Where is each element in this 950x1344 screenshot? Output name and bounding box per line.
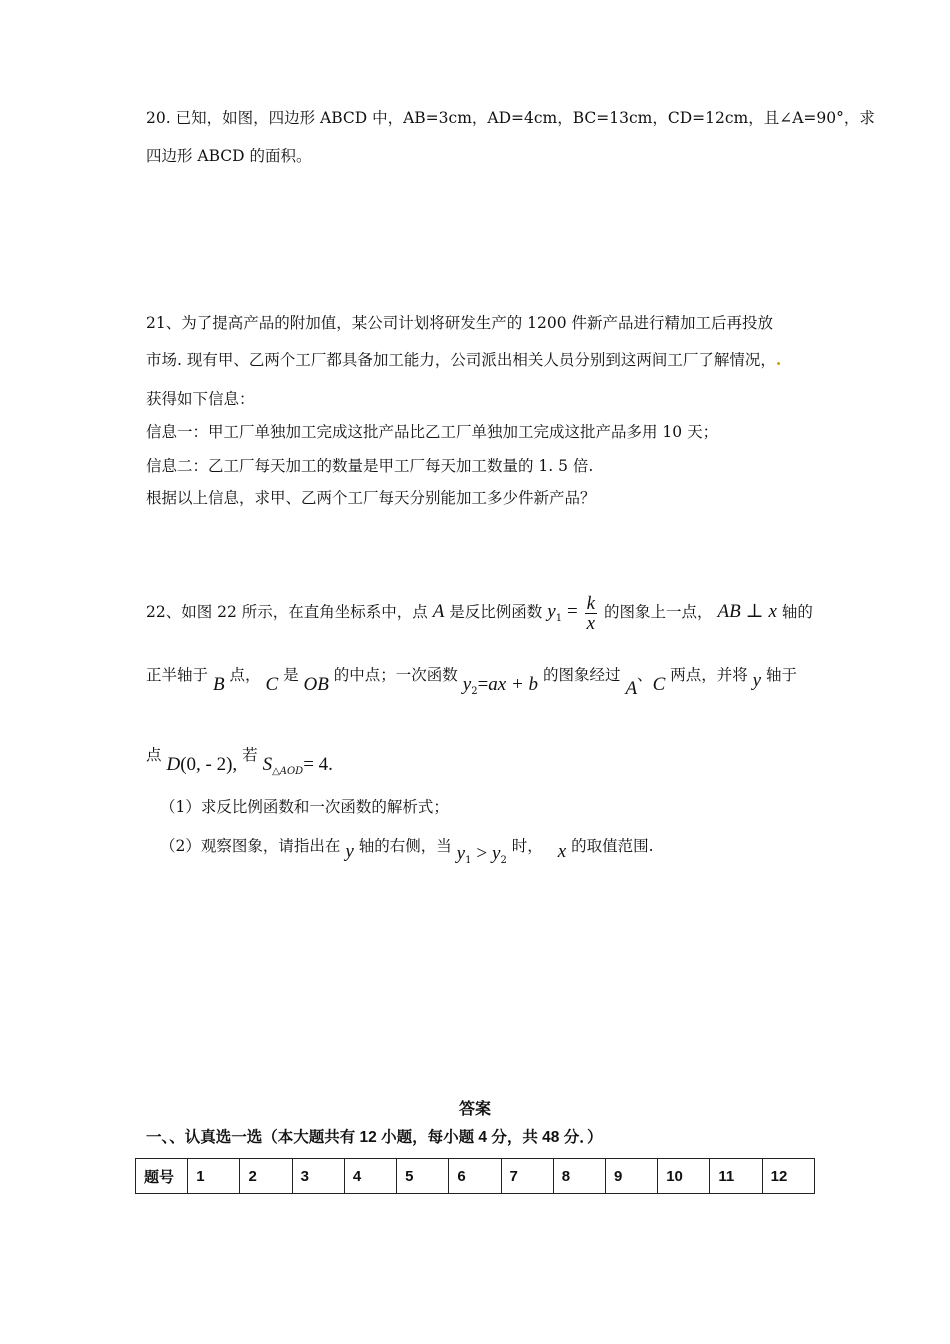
q22-l1-b: 是反比例函数: [449, 603, 543, 621]
table-cell: 10: [658, 1159, 710, 1194]
q22-l2-e: 的图象经过: [542, 666, 621, 684]
q21-info2: 信息二：乙工厂每天加工的数量是甲工厂每天加工数量的 1. 5 倍.: [146, 457, 594, 475]
q22-sub2: [160, 833, 654, 874]
point-d-coordinates: (0, - 2),: [180, 754, 238, 775]
q22-l2-g: 轴于: [766, 666, 798, 684]
q21-line2: [146, 350, 781, 370]
q22-l2-b: 点，: [229, 666, 261, 684]
ab-segment: AB: [717, 601, 741, 622]
q22-l3-a: 点: [146, 746, 162, 764]
table-cell: 1: [188, 1159, 240, 1194]
x-axis-var: x: [768, 601, 777, 622]
q22-sub2-d: 的取值范围.: [571, 837, 654, 855]
answer-table-header-row: [136, 1159, 815, 1194]
table-cell: 8: [553, 1159, 605, 1194]
point-b: B: [212, 674, 225, 695]
y2-var: y: [462, 674, 472, 695]
table-cell: 2: [240, 1159, 292, 1194]
table-cell: 9: [605, 1159, 657, 1194]
point-a: A: [432, 601, 445, 622]
point-d: D: [166, 754, 181, 775]
table-cell: 5: [397, 1159, 449, 1194]
greater-than: >: [476, 843, 488, 864]
fraction-denominator: x: [586, 612, 596, 634]
q21-line2-text: 市场. 现有甲、乙两个工厂都具备加工能力，公司派出相关人员分别到这两间工厂了解情况，: [146, 351, 776, 369]
answer-table: [135, 1158, 815, 1194]
perp-symbol: ⊥: [745, 601, 764, 622]
answers-title: 答案: [458, 1101, 491, 1118]
q22-l2-a: 正半轴于: [146, 666, 209, 684]
y2-var-2: y: [492, 843, 501, 864]
equals-sign-2: =: [477, 674, 489, 695]
q21-ask: 根据以上信息，求甲、乙两个工厂每天分别能加工多少件新产品？: [146, 489, 596, 507]
q21-info1: 信息一：甲工厂单独加工完成这批产品比乙工厂单独加工完成这批产品多用 10 天；: [146, 423, 719, 441]
area-symbol: S: [262, 754, 273, 775]
y1-var-2: y: [456, 843, 466, 864]
table-cell: 11: [710, 1159, 762, 1194]
y1-sub-2: 1: [465, 855, 472, 866]
y-axis-var-2: y: [345, 841, 354, 862]
point-a-2: A: [625, 678, 638, 699]
q22-line1: [146, 590, 813, 641]
point-c: C: [265, 674, 279, 695]
table-cell: 3: [292, 1159, 344, 1194]
q22-l1-a: 22、如图 22 所示，在直角坐标系中，点: [146, 603, 428, 621]
y-axis-var: y: [752, 670, 762, 691]
table-cell: 4: [344, 1159, 396, 1194]
q21-mark: .: [775, 350, 782, 369]
fraction-numerator: k: [586, 592, 596, 614]
y2-sub: 2: [471, 686, 478, 697]
inequality: [456, 843, 507, 866]
q20-line1: 20. 已知，如图，四边形 ABCD 中，AB=3cm，AD=4cm，BC=13cm，CD=12cm，且∠A=90°，求: [146, 109, 875, 127]
q22-l2-c: 是: [283, 666, 299, 684]
q21-line3: 获得如下信息：: [146, 390, 255, 408]
q22-l2-sep: 、: [637, 666, 653, 684]
q22-sub2-c: 时，: [511, 837, 543, 855]
q22-sub2-b: 轴的右侧，当: [358, 837, 452, 855]
x-var: x: [557, 841, 567, 862]
q22-l3-b: 若: [242, 746, 258, 764]
q22-sub1: （1）求反比例函数和一次函数的解析式；: [160, 798, 449, 816]
q21-line1: 21、为了提高产品的附加值，某公司计划将研发生产的 1200 件新产品进行精加工后再投放: [146, 314, 774, 332]
table-cell: 7: [501, 1159, 553, 1194]
area-value: = 4.: [303, 754, 333, 775]
table-cell: 6: [449, 1159, 501, 1194]
q22-l1-c: 的图象上一点，: [604, 603, 713, 621]
y2-sub-2: 2: [500, 855, 507, 866]
q22-line2: [146, 662, 797, 705]
answers-section-heading: 一、、认真选一选（本大题共有 12 小题，每小题 4 分，共 48 分．）: [146, 1129, 603, 1146]
k-over-x-fraction: [585, 594, 597, 633]
point-c-2: C: [652, 674, 666, 695]
equals-sign: =: [567, 601, 578, 622]
q22-line3: [146, 742, 333, 785]
q22-l2-f: 两点，并将: [670, 666, 748, 684]
linear-function: [462, 674, 539, 697]
table-cell: 12: [762, 1159, 814, 1194]
y1-sub: 1: [555, 613, 563, 624]
ob-segment: OB: [303, 674, 329, 695]
linear-expression: ax + b: [488, 674, 539, 695]
q22-l1-d: 轴的: [781, 603, 813, 621]
table-cell: 题号: [136, 1159, 188, 1194]
triangle-area: [262, 754, 333, 777]
point-d-coord: [166, 756, 237, 774]
area-sub: △AOD: [272, 766, 304, 777]
q22-l2-d: 的中点；一次函数: [333, 666, 458, 684]
q20-line2: 四边形 ABCD 的面积。: [146, 147, 312, 165]
q22-sub2-a: （2）观察图象，请指出在: [160, 837, 341, 855]
y1-var: y: [547, 601, 556, 622]
